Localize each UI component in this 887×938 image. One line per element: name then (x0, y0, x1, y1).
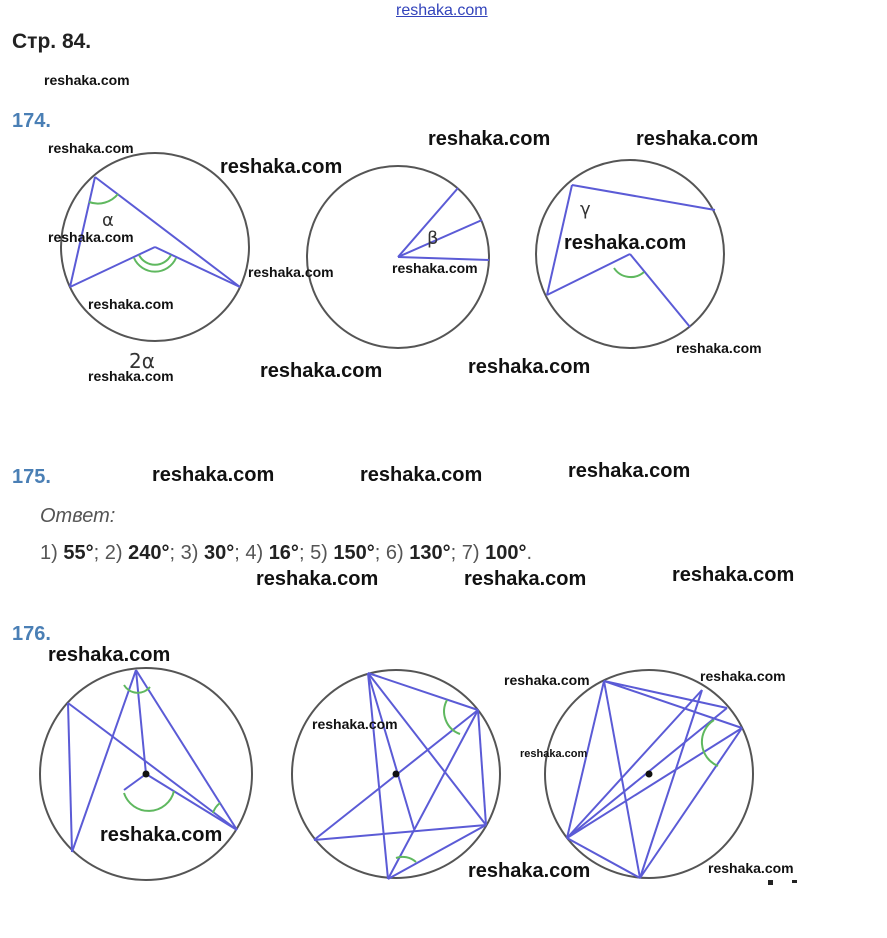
watermark: reshaka.com (260, 360, 383, 382)
figure-176-star-2 (290, 668, 505, 883)
corner-mark (792, 880, 797, 883)
site-link[interactable]: reshaka.com (396, 2, 488, 19)
watermark: reshaka.com (100, 824, 223, 846)
watermark: reshaka.com (568, 460, 691, 482)
watermark: reshaka.com (464, 568, 587, 590)
task-number-175: 175. (12, 466, 51, 488)
figure-174-inscribed-angle-alpha (55, 150, 255, 380)
beta-label: β (427, 228, 439, 249)
watermark: reshaka.com (428, 128, 551, 150)
task-number-176: 176. (12, 623, 51, 645)
figure-176-star-1 (38, 665, 258, 887)
watermark: reshaka.com (676, 340, 762, 356)
watermark: reshaka.com (468, 860, 591, 882)
answer-label: Ответ: (40, 505, 116, 527)
gamma-label: γ (580, 199, 591, 220)
answer-3: 3) 30°; (180, 542, 240, 564)
answer-4: 4) 16°; (245, 542, 305, 564)
watermark: reshaka.com (708, 860, 794, 876)
watermark: reshaka.com (44, 72, 130, 88)
watermark: reshaka.com (312, 716, 398, 732)
corner-mark (768, 880, 773, 885)
watermark: reshaka.com (48, 644, 171, 666)
answer-1: 1) 55°; (40, 542, 100, 564)
watermark: reshaka.com (504, 672, 590, 688)
watermark: reshaka.com (48, 140, 134, 156)
watermark: reshaka.com (360, 464, 483, 486)
figure-174-inscribed-angle-gamma (532, 155, 732, 355)
answer-6: 6) 130°; (385, 542, 457, 564)
watermark: reshaka.com (636, 128, 759, 150)
figure-176-star-3 (542, 668, 757, 883)
answer-list (40, 542, 532, 565)
watermark: reshaka.com (256, 568, 379, 590)
answer-2: 2) 240°; (104, 542, 176, 564)
watermark: reshaka.com (248, 264, 334, 280)
alpha-label: α (102, 210, 114, 231)
watermark: reshaka.com (392, 260, 478, 276)
watermark: reshaka.com (700, 668, 786, 684)
answer-5: 5) 150°; (310, 542, 381, 564)
watermark: reshaka.com (564, 232, 687, 254)
page-title: Стр. 84. (12, 30, 92, 53)
watermark: reshaka.com (220, 156, 343, 178)
watermark: reshaka.com (152, 464, 275, 486)
answer-7: 7) 100°. (461, 542, 533, 564)
task-number-174: 174. (12, 110, 51, 132)
watermark: reshaka.com (520, 748, 588, 760)
watermark: reshaka.com (88, 368, 174, 384)
watermark: reshaka.com (88, 296, 174, 312)
watermark: reshaka.com (468, 356, 591, 378)
watermark: reshaka.com (672, 564, 795, 586)
two-alpha-label: 2α (129, 349, 155, 373)
watermark: reshaka.com (48, 229, 134, 245)
